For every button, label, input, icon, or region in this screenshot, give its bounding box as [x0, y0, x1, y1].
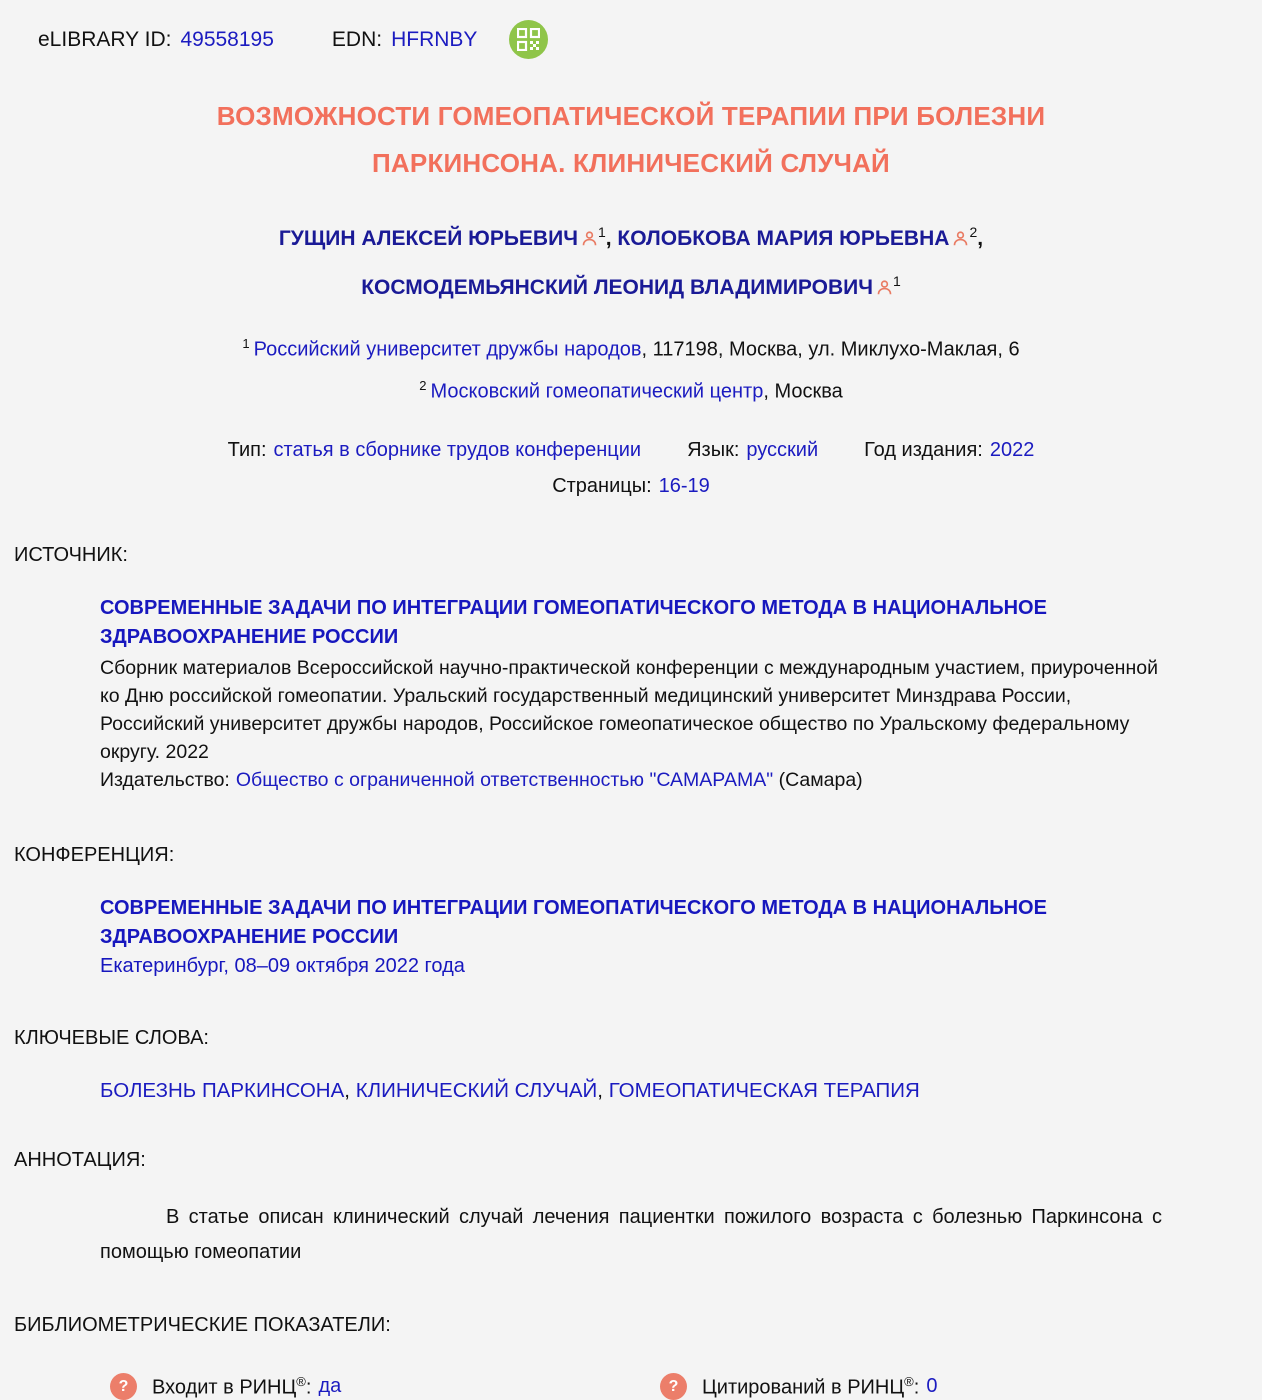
- rinc-included-label: Входит в РИНЦ: [152, 1376, 297, 1399]
- conference-location-date: Екатеринбург, 08–09 октября 2022 года: [100, 955, 465, 978]
- keywords-section-heading: КЛЮЧЕВЫЕ СЛОВА:: [14, 1027, 209, 1050]
- affiliation-address: , Москва: [763, 380, 843, 403]
- author-separator: ,: [605, 227, 618, 250]
- publisher-line: [100, 766, 1165, 794]
- help-icon[interactable]: ?: [660, 1373, 687, 1400]
- author-link[interactable]: [278, 224, 606, 250]
- pages-value-link[interactable]: 16-19: [658, 475, 710, 498]
- author-link[interactable]: [361, 273, 901, 299]
- affiliation-org-link[interactable]: Московский гомеопатический центр: [430, 380, 764, 403]
- keyword-link[interactable]: БОЛЕЗНЬ ПАРКИНСОНА: [100, 1079, 345, 1103]
- affiliation-address: , 117198, Москва, ул. Миклухо-Маклая, 6: [641, 338, 1020, 361]
- rinc-citations-label: Цитирований в РИНЦ: [702, 1376, 905, 1399]
- elibrary-id-label: eLIBRARY ID:: [38, 27, 172, 51]
- author-name[interactable]: КОСМОДЕМЬЯНСКИЙ ЛЕОНИД ВЛАДИМИРОВИЧ: [361, 276, 873, 299]
- affiliation-org-link[interactable]: Российский университет дружбы народов: [253, 338, 642, 361]
- language-label: Язык:: [687, 439, 740, 462]
- year-group: [864, 439, 1034, 462]
- help-icon[interactable]: ?: [110, 1373, 137, 1400]
- source-description: Сборник материалов Всероссийской научно-практической конференции с международным участием, приуроченной ко Дню российской гомеопатии. Уральский государственный медицинский университет Минздрава России, Российский университет дружбы народов, Российское гомеопатическое общество по Уральскому федеральному округу. 2022: [100, 657, 1158, 764]
- keyword-link[interactable]: КЛИНИЧЕСКИЙ СЛУЧАЙ: [355, 1079, 598, 1103]
- source-section-heading: ИСТОЧНИК:: [14, 544, 128, 567]
- authors-line: [201, 212, 1061, 310]
- article-title: ВОЗМОЖНОСТИ ГОМЕОПАТИЧЕСКОЙ ТЕРАПИИ ПРИ БОЛЕЗНИ ПАРКИНСОНА. КЛИНИЧЕСКИЙ СЛУЧАЙ: [216, 101, 1046, 178]
- type-label: Тип:: [227, 439, 267, 462]
- colon: :: [305, 1376, 312, 1399]
- conference-title-link[interactable]: СОВРЕМЕННЫЕ ЗАДАЧИ ПО ИНТЕГРАЦИИ ГОМЕОПАТИЧЕСКОГО МЕТОДА В НАЦИОНАЛЬНОЕ ЗДРАВООХРАНЕНИЕ РОССИИ: [100, 897, 1047, 949]
- edn-label: EDN:: [331, 27, 383, 51]
- registered-mark: ®: [904, 1373, 914, 1389]
- pages-row: [0, 475, 1262, 498]
- rinc-included-value[interactable]: да: [318, 1375, 342, 1398]
- affiliations-block: [0, 326, 1262, 409]
- type-value-link[interactable]: статья в сборнике трудов конференции: [273, 439, 642, 462]
- meta-row: [0, 439, 1262, 462]
- source-title-link[interactable]: СОВРЕМЕННЫЕ ЗАДАЧИ ПО ИНТЕГРАЦИИ ГОМЕОПАТИЧЕСКОГО МЕТОДА В НАЦИОНАЛЬНОЕ ЗДРАВООХРАНЕНИЕ РОССИИ: [100, 597, 1047, 649]
- qr-code-icon[interactable]: [509, 20, 548, 59]
- author-name[interactable]: КОЛОБКОВА МАРИЯ ЮРЬЕВНА: [617, 227, 950, 250]
- publisher-location: (Самара): [773, 769, 863, 792]
- author-person-icon[interactable]: [952, 221, 969, 261]
- author-link[interactable]: [617, 224, 978, 250]
- identifier-bar: [0, 0, 1262, 59]
- keywords-block: [100, 1079, 1165, 1103]
- source-block: [100, 594, 1165, 794]
- conference-section-heading: КОНФЕРЕНЦИЯ:: [14, 844, 175, 867]
- pages-label: Страницы:: [552, 475, 652, 498]
- conference-block: [100, 894, 1165, 981]
- author-affiliation-ref: 1: [893, 273, 901, 289]
- affiliation-index: 1: [242, 336, 250, 351]
- bibliometrics-section-heading: БИБЛИОМЕТРИЧЕСКИЕ ПОКАЗАТЕЛИ:: [14, 1314, 391, 1337]
- rinc-citations-value[interactable]: 0: [926, 1375, 938, 1398]
- elibrary-id-value[interactable]: 49558195: [180, 27, 274, 51]
- affiliation-line: [0, 368, 1262, 410]
- affiliation-index: 2: [419, 377, 427, 393]
- author-separator: ,: [977, 227, 984, 250]
- edn-value[interactable]: HFRNBY: [391, 27, 478, 51]
- language-value-link[interactable]: русский: [746, 439, 819, 462]
- publisher-link[interactable]: Общество с ограниченной ответственностью "САМАРАМА": [235, 769, 774, 792]
- registered-mark: ®: [296, 1373, 306, 1389]
- author-person-icon[interactable]: [581, 221, 598, 261]
- language-group: [687, 439, 818, 462]
- rinc-included-text: [152, 1374, 311, 1400]
- author-affiliation-ref: 2: [969, 224, 978, 240]
- rinc-citations-item: [660, 1373, 937, 1400]
- rinc-included-item: [110, 1373, 660, 1400]
- keyword-link[interactable]: ГОМЕОПАТИЧЕСКАЯ ТЕРАПИЯ: [608, 1079, 920, 1103]
- publisher-label: Издательство:: [100, 769, 230, 792]
- year-label: Год издания:: [864, 439, 983, 462]
- annotation-section-heading: АННОТАЦИЯ:: [14, 1149, 146, 1172]
- bibliometrics-row: [110, 1373, 1262, 1400]
- colon: :: [913, 1376, 920, 1399]
- affiliation-line: [0, 326, 1262, 368]
- annotation-text: В статье описан клинический случай лечения пациентки пожилого возраста с болезнью Паркинсона с помощью гомеопатии: [100, 1206, 1162, 1264]
- author-name[interactable]: ГУЩИН АЛЕКСЕЙ ЮРЬЕВИЧ: [278, 227, 578, 250]
- year-value-link[interactable]: 2022: [989, 439, 1035, 462]
- keyword-separator: ,: [344, 1079, 356, 1103]
- author-affiliation-ref: 1: [597, 224, 606, 240]
- rinc-citations-text: [702, 1374, 919, 1400]
- type-group: [228, 439, 641, 462]
- keyword-separator: ,: [597, 1079, 609, 1103]
- author-person-icon[interactable]: [876, 270, 893, 310]
